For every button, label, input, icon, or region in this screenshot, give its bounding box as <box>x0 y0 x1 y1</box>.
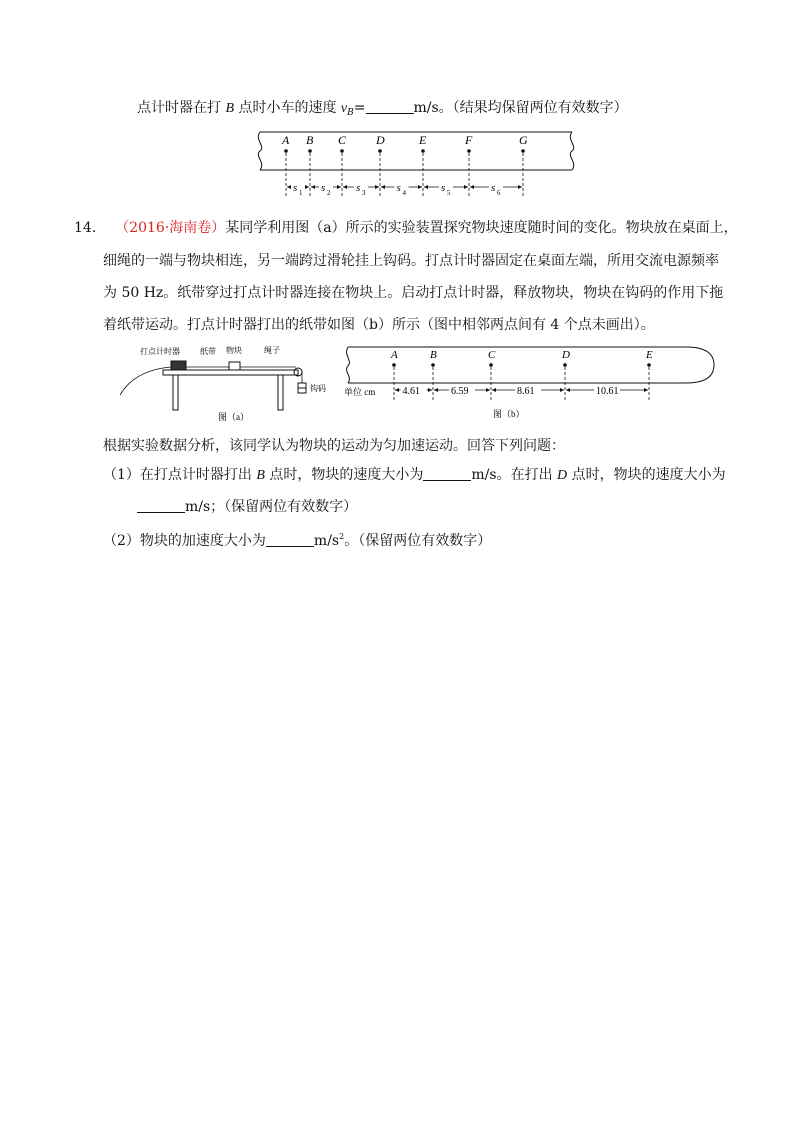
q13-point-label: B <box>225 101 235 116</box>
answer-blank[interactable] <box>266 532 314 547</box>
question-text: 某同学利用图（a）所示的实验装置探究物块速度随时间的变化。物块放在桌面上， <box>225 220 738 236</box>
part-1-line-2 <box>137 497 357 517</box>
tape1-segment-label: s <box>441 182 446 194</box>
answer-blank[interactable] <box>366 99 414 114</box>
part-1-text: 点时，物块的速度大小为 <box>571 467 726 483</box>
tapeb-point-label: C <box>488 349 496 361</box>
tape1-point-label: F <box>465 133 473 147</box>
q13-tail-line <box>137 98 628 123</box>
question-text: 细绳的一端与物块相连，另一端跨过滑轮挂上钩码。打点计时器固定在桌面左端，所用交流电源频率 <box>103 253 719 269</box>
q13-text: 点计时器在打 <box>137 100 221 116</box>
point-label: B <box>256 468 265 483</box>
tape1-arrowhead <box>424 185 428 189</box>
tape1-segment-index: 4 <box>402 189 406 197</box>
part-2-line <box>103 527 491 551</box>
part-1-text: （1）在打点计时器打出 <box>103 467 252 483</box>
tapeb-distance-label: 4.61 <box>402 386 420 397</box>
tape1-segment-label: s <box>293 182 298 194</box>
part-1-text: m/s；（保留两位有效数字） <box>185 499 358 515</box>
answer-blank[interactable] <box>137 498 185 513</box>
tapeb-arrowhead <box>486 388 490 392</box>
figure-a-caption: 图（a） <box>218 412 249 422</box>
question-text: 着纸带运动。打点计时器打出的纸带如图（b）所示（图中相邻两点间有 4 个点未画出）。 <box>103 317 655 333</box>
tape1-arrowhead <box>464 185 468 189</box>
unit-exponent: 2 <box>339 532 345 541</box>
figure-b-tape <box>338 343 718 425</box>
tapeb-dot <box>563 363 567 367</box>
tape1-arrowhead <box>343 185 347 189</box>
tape-diagram-1 <box>250 128 580 200</box>
tapeb-point-label: B <box>430 349 437 361</box>
tape1-dot <box>378 149 382 153</box>
tape1-arrowhead <box>518 185 522 189</box>
tape1-segment-label: s <box>491 182 496 194</box>
tape1-arrowhead <box>418 185 422 189</box>
tape1-arrowhead <box>311 185 315 189</box>
tapeb-arrowhead <box>428 388 432 392</box>
tape1-arrowhead <box>287 185 291 189</box>
tape1-segment-label: s <box>396 182 401 194</box>
tape1-segment-label: s <box>321 182 326 194</box>
tape1-point-label: B <box>306 133 314 147</box>
tapeb-arrowhead <box>434 388 438 392</box>
tape1-point-label: G <box>519 133 528 147</box>
tapeb-arrowhead <box>395 388 399 392</box>
tape1-segment-index: 5 <box>447 189 451 197</box>
tapeb-dot <box>489 363 493 367</box>
label-tape: 纸带 <box>200 347 216 356</box>
label-weight: 钩码 <box>310 384 326 393</box>
question-text: 为 50 Hz。纸带穿过打点计时器连接在物块上。启动打点计时器，释放物块，物块在钩码的作用下拖 <box>103 285 724 301</box>
tape1-dot <box>308 149 312 153</box>
tapeb-arrowhead <box>644 388 648 392</box>
tape1-dot <box>284 149 288 153</box>
tape1-segment-index: 1 <box>299 189 303 197</box>
tape1-dot <box>421 149 425 153</box>
tape1-arrowhead <box>337 185 341 189</box>
tapeb-arrowhead <box>566 388 570 392</box>
tape1-arrowhead <box>470 185 474 189</box>
part-2-text: （2）物块的加速度大小为 <box>103 533 266 549</box>
q13-velocity-subscript: B <box>347 108 354 118</box>
part-1-text: 点时，物块的速度大小为 <box>269 467 424 483</box>
unit-label: 单位 cm <box>344 387 376 397</box>
tapeb-point-label: A <box>391 349 398 361</box>
tapeb-dot <box>392 363 396 367</box>
tape1-segment-label: s <box>356 182 361 194</box>
acceleration-unit: m/s <box>313 533 340 549</box>
tapeb-distance-label: 10.61 <box>596 386 619 397</box>
q13-text: 点时小车的速度 <box>238 100 337 116</box>
figure-a-apparatus <box>118 343 328 423</box>
point-label: D <box>557 468 568 483</box>
tape1-segment-index: 2 <box>327 189 331 197</box>
q13-equals: = <box>353 100 366 116</box>
figure-b-caption: 图（b） <box>493 409 525 419</box>
answer-blank[interactable] <box>423 466 471 481</box>
q13-unit-note: m/s。（结果均保留两位有效数字） <box>413 100 628 116</box>
q13-velocity-symbol: v <box>340 101 348 116</box>
question-source: （2016·海南卷） <box>115 220 226 236</box>
label-rope: 绳子 <box>264 346 280 355</box>
part-1-text: m/s。在打出 <box>471 467 553 483</box>
tape1-arrowhead <box>305 185 309 189</box>
tape1-point-label: C <box>338 133 347 147</box>
tape1-point-label: A <box>282 133 290 147</box>
tapeb-dot <box>431 363 435 367</box>
tape1-segment-index: 6 <box>497 189 501 197</box>
tape1-segment-index: 3 <box>362 189 366 197</box>
tape1-point-label: E <box>419 133 427 147</box>
q14-line-1 <box>74 218 738 238</box>
label-timer: 打点计时器 <box>140 347 180 356</box>
tapeb-arrowhead <box>560 388 564 392</box>
tapeb-point-label: E <box>646 349 653 361</box>
tape1-dot <box>521 149 525 153</box>
tape1-arrowhead <box>381 185 385 189</box>
question-number: 14. <box>74 220 97 236</box>
part-2-text: 。（保留两位有效数字） <box>344 533 492 549</box>
tape1-arrowhead <box>375 185 379 189</box>
tapeb-dot <box>647 363 651 367</box>
tape1-point-label: D <box>376 133 385 147</box>
tapeb-arrowhead <box>492 388 496 392</box>
analysis-text: 根据实验数据分析，该同学认为物块的运动为匀加速运动。回答下列问题： <box>103 438 565 454</box>
tapeb-distance-label: 8.61 <box>517 386 535 397</box>
tapeb-point-label: D <box>562 349 570 361</box>
label-block: 物块 <box>226 346 242 355</box>
tapeb-distance-label: 6.59 <box>451 386 469 397</box>
tape1-dot <box>340 149 344 153</box>
tape1-dot <box>467 149 471 153</box>
part-1-line-1 <box>103 465 726 486</box>
